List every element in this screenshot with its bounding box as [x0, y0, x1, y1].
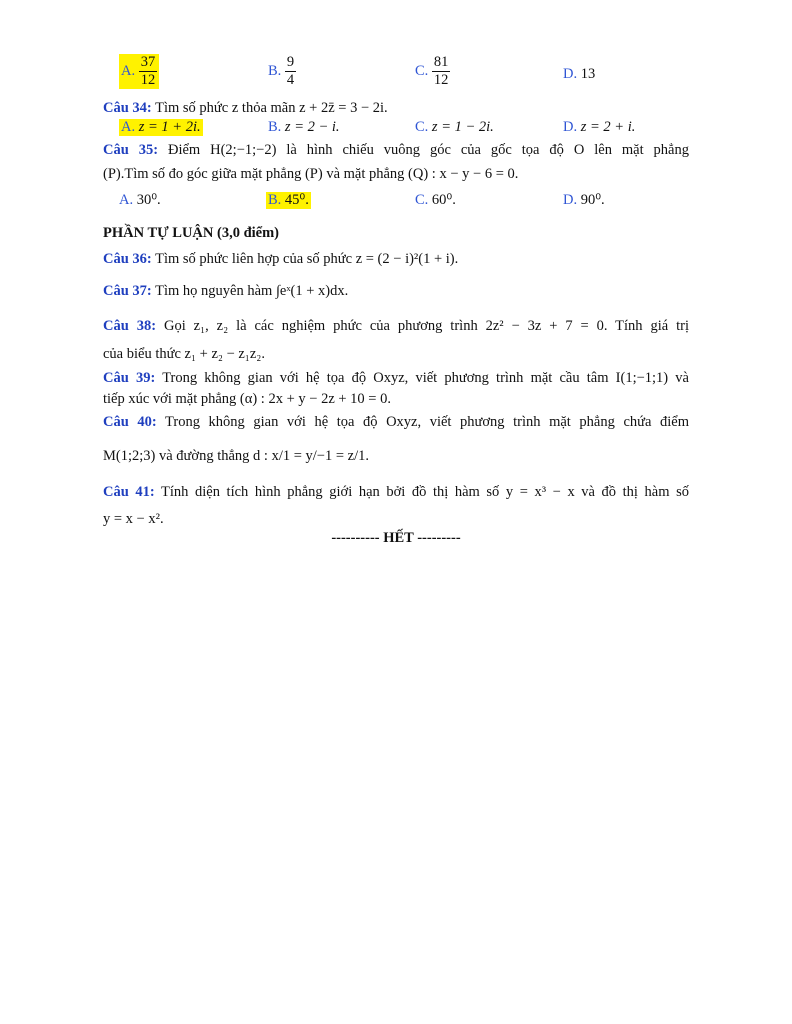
option-label: D. — [563, 119, 578, 135]
q34-option-b — [268, 119, 340, 136]
option-label: A. — [121, 119, 136, 135]
q35-option-a — [119, 192, 161, 209]
option-value: z = 1 − 2i. — [431, 119, 494, 135]
fraction — [285, 54, 296, 89]
question-text: tiếp xúc với mặt phẳng (α) : 2x + y − 2z + 10 = 0. — [103, 391, 391, 407]
question-38-cont — [103, 346, 689, 363]
option-value: 60⁰. — [431, 192, 456, 208]
question-38 — [103, 318, 689, 335]
question-text: Tìm số phức z thỏa mãn z + 2z̄ = 3 − 2i. — [155, 100, 388, 116]
question-35 — [103, 142, 689, 159]
q35-option-d — [563, 192, 605, 209]
option-label: B. — [268, 62, 282, 79]
option-label: D. — [563, 192, 578, 208]
option-value: 45⁰. — [284, 192, 309, 208]
question-text: Tính diện tích hình phẳng giới hạn bởi đồ thị hàm số y = x³ − x và đồ thị hàm số — [161, 484, 689, 500]
q34-option-d — [563, 119, 635, 136]
option-label: C. — [415, 192, 429, 208]
option-value: z = 2 − i. — [284, 119, 340, 135]
q34-option-a — [119, 119, 203, 136]
question-text: Tìm họ nguyên hàm ∫eˣ(1 + x)dx. — [155, 283, 349, 299]
fraction — [139, 54, 158, 89]
question-36 — [103, 251, 689, 268]
question-label: Câu 40: — [103, 414, 157, 430]
question-37 — [103, 283, 689, 300]
q33-option-c — [415, 54, 450, 89]
question-40-cont — [103, 448, 689, 465]
option-value: 13 — [580, 66, 596, 82]
fraction — [432, 54, 451, 89]
option-label: A. — [121, 62, 136, 79]
question-text: Gọi z₁, z₂ là các nghiệm phức của phương trình 2z² − 3z + 7 = 0. Tính giá trị — [163, 318, 689, 334]
question-text: của biểu thức z₁ + z₂ − z₁z₂. — [103, 346, 265, 362]
denominator: 12 — [140, 72, 156, 88]
q33-option-d — [563, 66, 595, 83]
numerator: 9 — [286, 54, 295, 70]
denominator: 4 — [286, 72, 295, 88]
question-35-cont — [103, 166, 689, 183]
question-label: Câu 36: — [103, 251, 152, 267]
question-text: (P).Tìm số đo góc giữa mặt phẳng (P) và mặt phẳng (Q) : x − y − 6 = 0. — [103, 166, 519, 182]
question-34 — [103, 100, 689, 117]
option-label: B. — [268, 192, 282, 208]
option-label: B. — [268, 119, 282, 135]
question-text: Tìm số phức liên hợp của số phức z = (2 − i)²(1 + i). — [155, 251, 459, 267]
question-label: Câu 34: — [103, 100, 152, 116]
q34-option-c — [415, 119, 494, 136]
denominator: 12 — [433, 72, 449, 88]
question-40 — [103, 414, 689, 431]
option-value: 90⁰. — [580, 192, 605, 208]
question-text: Điểm H(2;−1;−2) là hình chiếu vuông góc của gốc tọa độ O lên mặt phẳng — [167, 142, 689, 158]
question-label: Câu 35: — [103, 142, 159, 158]
option-value: 30⁰. — [136, 192, 161, 208]
question-41 — [103, 484, 689, 501]
option-value: z = 1 + 2i. — [138, 119, 201, 135]
section-heading: PHẦN TỰ LUẬN (3,0 điểm) — [103, 225, 280, 241]
question-label: Câu 39: — [103, 370, 156, 386]
numerator: 37 — [140, 54, 156, 70]
question-39-cont — [103, 391, 689, 408]
end-marker: ---------- HẾT --------- — [331, 530, 461, 546]
q35-option-b — [266, 192, 311, 209]
question-label: Câu 38: — [103, 318, 157, 334]
numerator: 81 — [433, 54, 449, 70]
option-label: C. — [415, 119, 429, 135]
question-39 — [103, 370, 689, 387]
question-41-cont — [103, 511, 689, 528]
question-text: Trong không gian với hệ tọa độ Oxyz, viết phương trình mặt cầu tâm I(1;−1;1) và — [162, 370, 689, 386]
question-label: Câu 41: — [103, 484, 155, 500]
question-text: M(1;2;3) và đường thẳng d : x/1 = y/−1 = z/1. — [103, 448, 369, 464]
question-text: y = x − x². — [103, 511, 164, 527]
q35-option-c — [415, 192, 456, 209]
q33-option-a — [119, 54, 159, 89]
question-text: Trong không gian với hệ tọa độ Oxyz, viết phương trình mặt phẳng chứa điểm — [165, 414, 689, 430]
question-label: Câu 37: — [103, 283, 152, 299]
option-value: z = 2 + i. — [580, 119, 636, 135]
option-label: D. — [563, 66, 578, 82]
option-label: C. — [415, 62, 429, 79]
q33-option-b — [268, 54, 296, 89]
option-label: A. — [119, 192, 134, 208]
